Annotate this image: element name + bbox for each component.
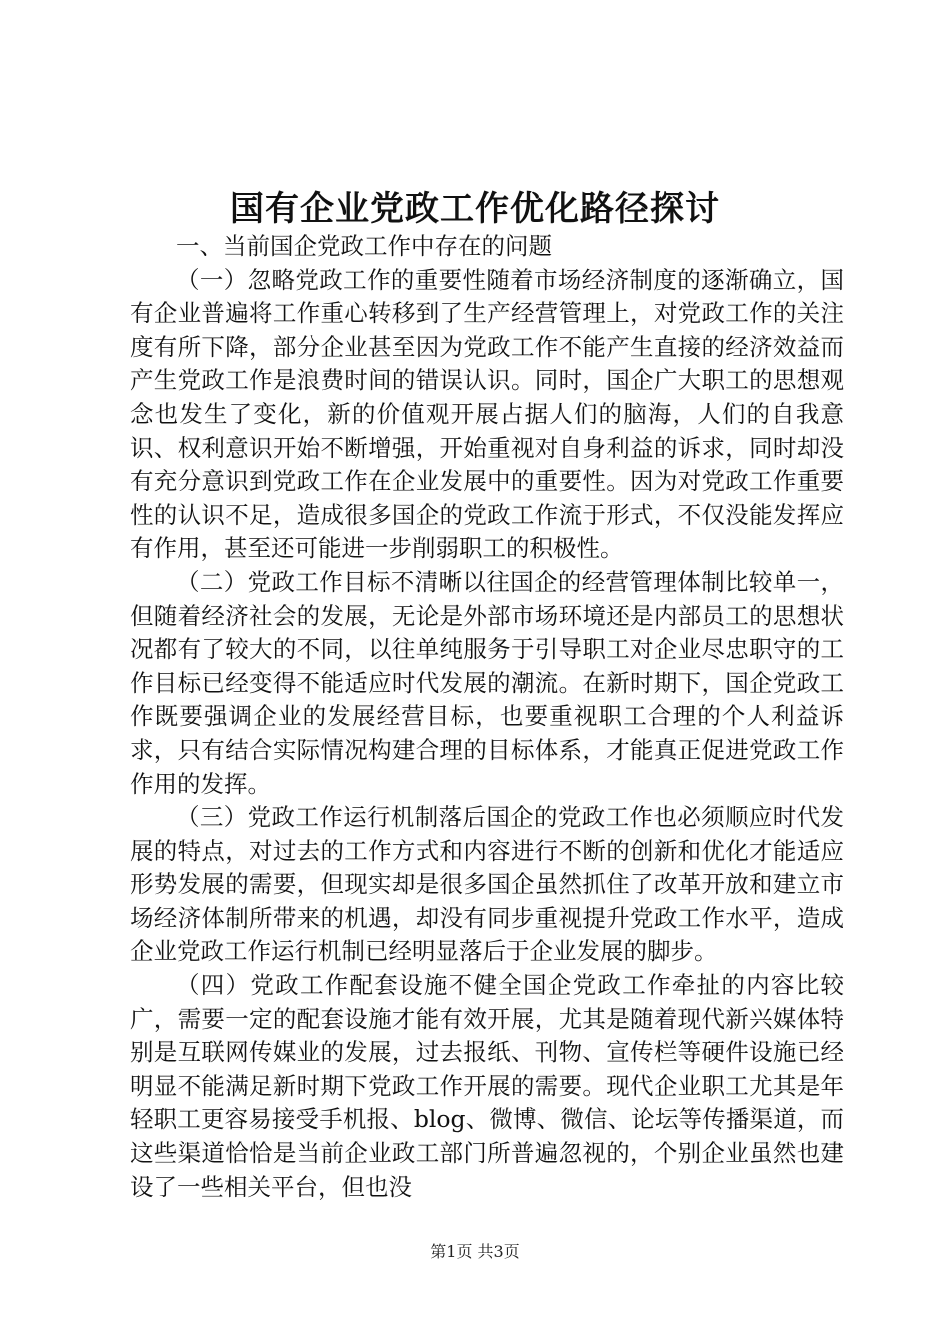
paragraph-2: （二）党政工作目标不清晰以往国企的经营管理体制比较单一，但随着经济社会的发展，无论是外部市场环境还是内部员工的思想状况都有了较大的不同，以往单纯服务于引导职工对企业尽忠职守的工作目标已经变得不能适应时代发展的潮流。在新时期下，国企党政工作既要强调企业的发展经营目标，也要重视职工合理的个人利益诉求，只有结合实际情况构建合理的目标体系，才能真正促进党政工作作用的发挥。 bbox=[130, 567, 844, 798]
paragraph-3: （三）党政工作运行机制落后国企的党政工作也必须顺应时代发展的特点，对过去的工作方式和内容进行不断的创新和优化才能适应形势发展的需要，但现实却是很多国企虽然抓住了改革开放和建立市场经济体制所带来的机遇，却没有同步重视提升党政工作水平，造成企业党政工作运行机制已经明显落后于企业发展的脚步。 bbox=[130, 803, 844, 966]
paragraph-4: （四）党政工作配套设施不健全国企党政工作牵扯的内容比较广，需要一定的配套设施才能有效开展，尤其是随着现代新兴媒体特别是互联网传媒业的发展，过去报纸、刊物、宣传栏等硬件设施已经明显不能满足新时期下党政工作开展的需要。现代企业职工尤其是年轻职工更容易接受手机报、blog、微博、微信、论坛等传播渠道，而这些渠道恰恰是当前企业政工部门所普遍忽视的，个别企业虽然也建设了一些相关平台，但也没 bbox=[130, 971, 844, 1201]
section-heading: 一、当前国企党政工作中存在的问题 bbox=[176, 232, 552, 260]
paragraph-1: （一）忽略党政工作的重要性随着市场经济制度的逐渐确立，国有企业普遍将工作重心转移到了生产经营管理上，对党政工作的关注度有所下降，部分企业甚至因为党政工作不能产生直接的经济效益而产生党政工作是浪费时间的错误认识。同时，国企广大职工的思想观念也发生了变化，新的价值观开展占据人们的脑海，人们的自我意识、权利意识开始不断增强，开始重视对自身利益的诉求，同时却没有充分意识到党政工作在企业发展中的重要性。因为对党政工作重要性的认识不足，造成很多国企的党政工作流于形式，不仅没能发挥应有作用，甚至还可能进一步削弱职工的积极性。 bbox=[130, 265, 844, 563]
document-body bbox=[130, 230, 844, 1204]
page-footer: 第1页 共3页 bbox=[430, 1242, 520, 1261]
document-title: 国有企业党政工作优化路径探讨 bbox=[230, 189, 720, 229]
